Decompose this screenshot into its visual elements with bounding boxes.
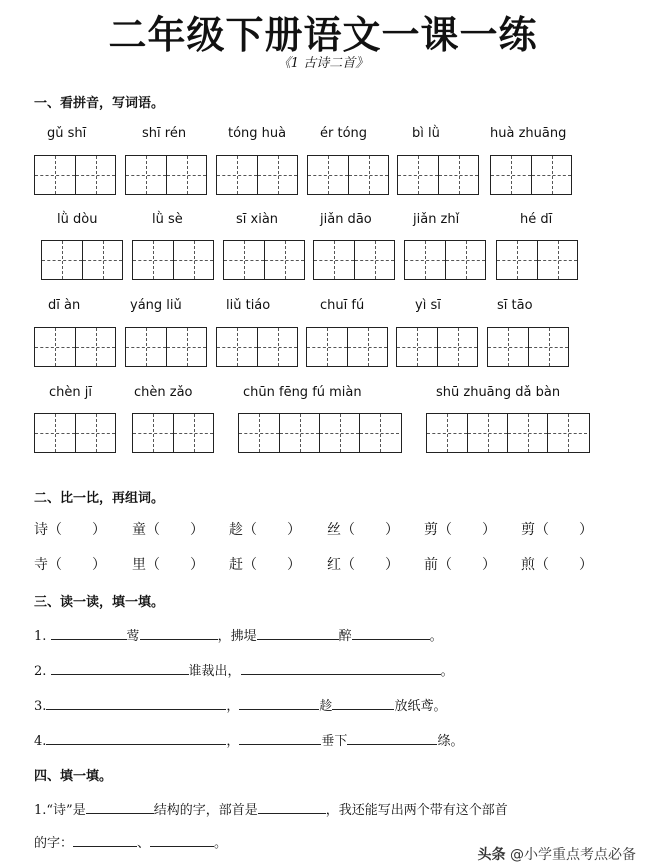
pinyin-label: shū zhuāng dǎ bàn: [436, 385, 561, 400]
writing-grid[interactable]: [313, 240, 395, 280]
pinyin-label: lǜ sè: [152, 212, 183, 227]
pinyin-label: hé dī: [520, 212, 553, 227]
item-number: 4.: [34, 734, 47, 749]
watermark-logo: 头条: [477, 847, 506, 863]
compare-item: 剪（ ）: [521, 522, 593, 538]
compare-item: 前（ ）: [424, 557, 496, 573]
blank[interactable]: [46, 696, 226, 710]
item-number: 3.: [34, 699, 47, 714]
pinyin-label: ér tóng: [320, 126, 368, 141]
writing-grid[interactable]: [238, 413, 402, 453]
compare-char: 里: [132, 557, 146, 573]
section-1-title: 一、看拼音，写词语。: [34, 96, 165, 111]
blank[interactable]: [347, 731, 437, 745]
fill-line-1: 1. 莺 ，拂堤 醉 。: [34, 625, 443, 644]
blank[interactable]: [352, 626, 430, 640]
compare-char: 丝: [327, 522, 341, 538]
pinyin-label: dī àn: [48, 298, 81, 313]
item-number: 2.: [34, 664, 47, 679]
writing-grid[interactable]: [41, 240, 123, 280]
blank[interactable]: [257, 626, 339, 640]
blank[interactable]: [140, 626, 218, 640]
watermark-text: @小学重点考点必备: [510, 847, 636, 863]
writing-grid[interactable]: [396, 327, 478, 367]
lesson-subtitle: 《1 古诗二首》: [277, 56, 369, 71]
compare-char: 前: [424, 557, 438, 573]
blank[interactable]: [150, 833, 214, 847]
compare-char: 童: [132, 522, 146, 538]
pinyin-label: chūn fēng fú miàn: [243, 385, 362, 400]
pinyin-label: jiǎn zhǐ: [413, 212, 460, 227]
compare-char: 红: [327, 557, 341, 573]
writing-grid[interactable]: [426, 413, 590, 453]
item-number: 1.: [34, 629, 47, 644]
pinyin-label: chèn jī: [49, 385, 92, 400]
fill-line-2: 2. 谁裁出， 。: [34, 660, 454, 679]
pinyin-label: jiǎn dāo: [320, 212, 372, 227]
writing-grid[interactable]: [404, 240, 486, 280]
pinyin-label: huà zhuāng: [490, 126, 567, 141]
compare-char: 寺: [34, 557, 48, 573]
pinyin-label: lǜ dòu: [57, 212, 98, 227]
watermark: [478, 844, 636, 864]
writing-grid[interactable]: [216, 327, 298, 367]
writing-grid[interactable]: [34, 327, 116, 367]
section-4-title: 四、填一填。: [34, 769, 113, 784]
blank[interactable]: [46, 731, 226, 745]
writing-grid[interactable]: [216, 155, 298, 195]
section-2-title: 二、比一比，再组词。: [34, 491, 165, 506]
pinyin-label: bì lǜ: [412, 126, 440, 141]
compare-item: 里（ ）: [132, 557, 204, 573]
compare-item: 剪（ ）: [424, 522, 496, 538]
blank[interactable]: [258, 800, 326, 814]
section-3-title: 三、读一读，填一填。: [34, 595, 165, 610]
blank[interactable]: [86, 800, 154, 814]
writing-grid[interactable]: [307, 155, 389, 195]
compare-item: 赶（ ）: [229, 557, 301, 573]
compare-char: 煎: [521, 557, 535, 573]
fill-line-6: 的字： 、 。: [34, 832, 227, 851]
pinyin-label: gǔ shī: [47, 126, 87, 141]
writing-grid[interactable]: [223, 240, 305, 280]
pinyin-label: chuī fú: [320, 298, 365, 313]
pinyin-label: sī tāo: [497, 298, 533, 313]
pinyin-label: yì sī: [415, 298, 441, 313]
pinyin-label: liǔ tiáo: [226, 298, 271, 313]
blank[interactable]: [241, 661, 441, 675]
compare-char: 赶: [229, 557, 243, 573]
compare-item: 趁（ ）: [229, 522, 301, 538]
writing-grid[interactable]: [132, 413, 214, 453]
writing-grid[interactable]: [125, 155, 207, 195]
fill-line-3: 3. ， 趁 放纸鸢。: [34, 695, 446, 714]
writing-grid[interactable]: [34, 155, 116, 195]
writing-grid[interactable]: [34, 413, 116, 453]
writing-grid[interactable]: [397, 155, 479, 195]
writing-grid[interactable]: [487, 327, 569, 367]
compare-item: 诗（ ）: [34, 522, 106, 538]
fill-line-5: 1.“诗”是 结构的字，部首是 ，我还能写出两个带有这个部首: [34, 799, 508, 818]
compare-item: 童（ ）: [132, 522, 204, 538]
blank[interactable]: [239, 696, 319, 710]
compare-char: 剪: [424, 522, 438, 538]
blank[interactable]: [51, 661, 189, 675]
writing-grid[interactable]: [132, 240, 214, 280]
blank[interactable]: [73, 833, 137, 847]
compare-item: 红（ ）: [327, 557, 399, 573]
compare-char: 剪: [521, 522, 535, 538]
pinyin-label: yáng liǔ: [130, 298, 182, 313]
blank[interactable]: [332, 696, 394, 710]
compare-item: 煎（ ）: [521, 557, 593, 573]
pinyin-label: tóng huà: [228, 126, 287, 141]
compare-char: 诗: [34, 522, 48, 538]
item-number: 1.: [34, 803, 47, 818]
pinyin-label: shī rén: [142, 126, 187, 141]
blank[interactable]: [51, 626, 127, 640]
writing-grid[interactable]: [125, 327, 207, 367]
writing-grid[interactable]: [496, 240, 578, 280]
compare-char: 趁: [229, 522, 243, 538]
pinyin-label: chèn zǎo: [134, 385, 193, 400]
compare-item: 丝（ ）: [327, 522, 399, 538]
worksheet-title: 二年级下册语文一课一练: [108, 12, 538, 57]
compare-item: 寺（ ）: [34, 557, 106, 573]
fill-line-4: 4. ， 垂下 绦。: [34, 730, 463, 749]
blank[interactable]: [239, 731, 321, 745]
pinyin-label: sī xiàn: [236, 212, 279, 227]
writing-grid[interactable]: [306, 327, 388, 367]
writing-grid[interactable]: [490, 155, 572, 195]
